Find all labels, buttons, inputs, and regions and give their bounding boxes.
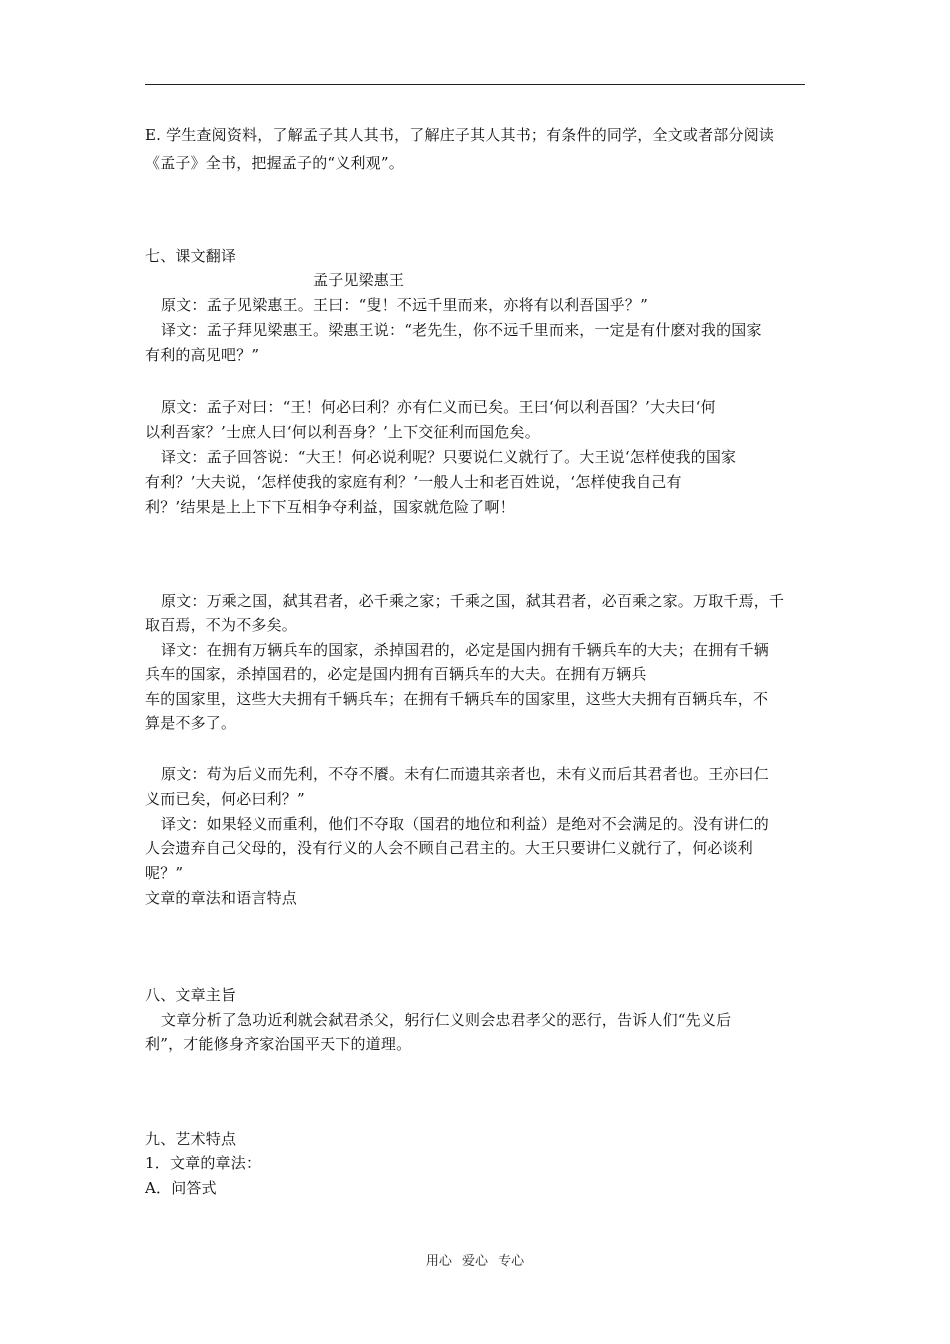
p8-line-2: 人会遗弃自己父母的，没有行义的人会不顾自己君主的。大王只要讲仁义就行了，何必谈利 — [145, 839, 754, 857]
p6-line-1: 译文：在拥有万辆兵车的国家，杀掉国君的，必定是国内拥有千辆兵车的大夫；在拥有千辆 — [161, 641, 770, 659]
p2-line-1: 译文：孟子拜见梁惠王。梁惠王说：“老先生，你不远千里而来，一定是有什麽对我的国家 — [161, 321, 762, 339]
p2-line-2: 有利的高见吧？” — [145, 346, 260, 364]
p6-line-3: 车的国家里，这些大夫拥有千辆兵车；在拥有千辆兵车的国家里，这些大夫拥有百辆兵车，不 — [145, 690, 769, 708]
section7-closing: 文章的章法和语言特点 — [145, 889, 298, 907]
e-para-line-1: E. 学生查阅资料，了解孟子其人其书，了解庄子其人其书；有条件的同学，全文或者部分阅读 — [145, 126, 775, 144]
page-footer: 用心 爱心 专心 — [425, 1254, 525, 1269]
section7-title: 孟子见梁惠王 — [313, 271, 405, 289]
p5-line-2: 取百焉，不为不多矣。 — [145, 616, 298, 634]
p4-line-3: 利？’结果是上上下下互相争夺利益，国家就危险了啊！ — [145, 498, 515, 516]
p6-line-2: 兵车的国家，杀掉国君的，必定是国内拥有百辆兵车的大夫。在拥有万辆兵 — [145, 665, 647, 683]
p3-line-2: 以利吾家？’士庶人曰‘何以利吾身？’上下交征利而国危矣。 — [145, 423, 540, 441]
section7-heading: 七、课文翻译 — [145, 247, 237, 265]
section9-heading: 九、艺术特点 — [145, 1130, 237, 1148]
section8-line-2: 利”，才能修身齐家治国平天下的道理。 — [145, 1035, 412, 1053]
p8-line-3: 呢？” — [145, 864, 184, 882]
p3-line-1: 原文：孟子对曰：“王！何必曰利？亦有仁义而已矣。王曰‘何以利吾国？’大夫曰‘何 — [161, 398, 716, 416]
section8-heading: 八、文章主旨 — [145, 986, 237, 1004]
e-para-line-2: 《孟子》全书，把握孟子的“义利观”。 — [145, 154, 404, 172]
p5-line-1: 原文：万乘之国，弑其君者，必千乘之家；千乘之国，弑其君者，必百乘之家。万取千焉，千 — [161, 592, 785, 610]
section8-line-1: 文章分析了急功近利就会弑君杀父，躬行仁义则会忠君孝父的恶行，告诉人们“先义后 — [161, 1011, 732, 1029]
header-rule — [145, 84, 805, 85]
section9-item-a: A．问答式 — [145, 1179, 217, 1197]
p4-line-1: 译文：孟子回答说：“大王！何必说利呢？只要说仁义就行了。大王说‘怎样使我的国家 — [161, 448, 737, 466]
p4-line-2: 有利？’大夫说，‘怎样使我的家庭有利？’一般人士和老百姓说，‘怎样使我自己有 — [145, 473, 682, 491]
p7-line-2: 义而已矣，何必曰利？” — [145, 790, 305, 808]
p7-line-1: 原文：苟为后义而先利，不夺不餍。未有仁而遗其亲者也，未有义而后其君者也。王亦曰仁 — [161, 765, 770, 783]
p1-line-1: 原文：孟子见梁惠王。王曰：“叟！不远千里而来，亦将有以利吾国乎？” — [161, 296, 648, 314]
section9-item-1: 1．文章的章法： — [145, 1154, 262, 1172]
p8-line-1: 译文：如果轻义而重利，他们不夺取（国君的地位和利益）是绝对不会满足的。没有讲仁的 — [161, 815, 770, 833]
p6-line-4: 算是不多了。 — [145, 714, 237, 732]
